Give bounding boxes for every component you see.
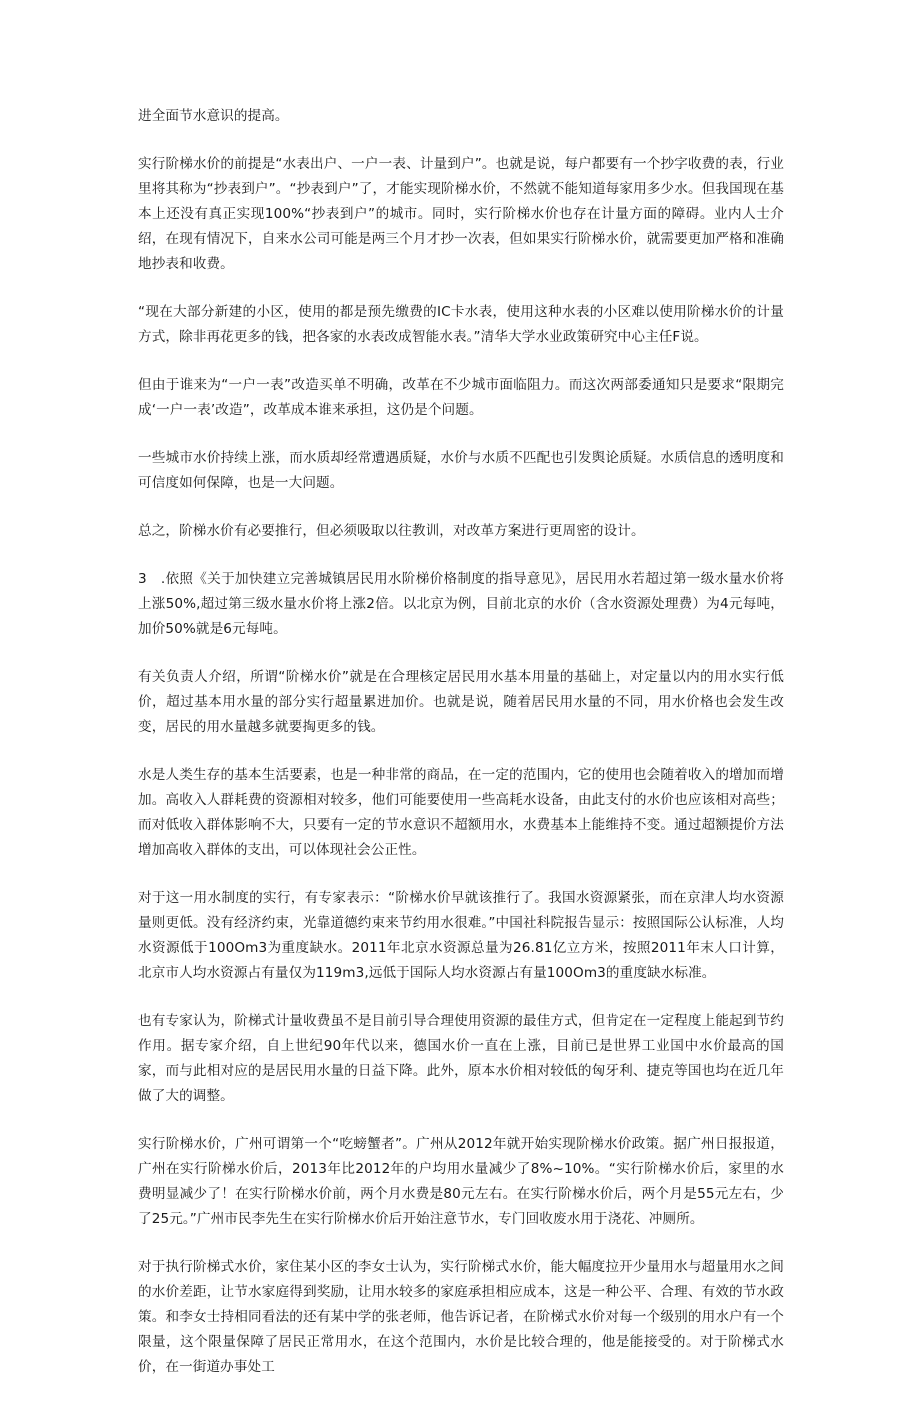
paragraph-9: 水是人类生存的基本生活要素，也是一种非常的商品，在一定的范围内，它的使用也会随着收入的增加而增加。高收入人群耗费的资源相对较多，他们可能要使用一些高耗水设备，由此支付的水价也应该相对高些；而对低收入群体影响不大，只要有一定的节水意识不超额用水，水费基本上能维持不变。通过超额提价方法增加高收入群体的支出，可以体现社会公正性。 — [138, 767, 784, 858]
paragraph-8: 有关负责人介绍，所谓“阶梯水价”就是在合理核定居民用水基本用量的基础上，对定量以内的用水实行低价，超过基本用水量的部分实行超量累进加价。也就是说，随着居民用水量的不同，用水价格也会发生改变，居民的用水量越多就要掏更多的钱。 — [138, 669, 784, 735]
paragraph-3: “现在大部分新建的小区，使用的都是预先缴费的IC卡水表，使用这种水表的小区难以使用阶梯水价的计量方式，除非再花更多的钱，把各家的水表改成智能水表。”清华大学水业政策研究中心主任F说。 — [138, 304, 784, 345]
paragraph-5: 一些城市水价持续上涨，而水质却经常遭遇质疑，水价与水质不匹配也引发舆论质疑。水质信息的透明度和可信度如何保障，也是一大问题。 — [138, 450, 784, 491]
paragraph-2: 实行阶梯水价的前提是“水表出户、一户一表、计量到户”。也就是说，每户都要有一个抄字收费的表，行业里将其称为“抄表到户”。“抄表到户”了，才能实现阶梯水价，不然就不能知道每家用多少水。但我国现在基本上还没有真正实现100%“抄表到户”的城市。同时，实行阶梯水价也存在计量方面的障碍。业内人士介绍，在现有情况下，自来水公司可能是两三个月才抄一次表，但如果实行阶梯水价，就需要更加严格和准确地抄表和收费。 — [138, 156, 784, 272]
paragraph-7: 3 .依照《关于加快建立完善城镇居民用水阶梯价格制度的指导意见》，居民用水若超过第一级水量水价将上涨50%,超过第三级水量水价将上涨2倍。以北京为例，目前北京的水价（含水资源处理费）为4元每吨，加价50%就是6元每吨。 — [138, 571, 784, 637]
paragraph-6: 总之，阶梯水价有必要推行，但必须吸取以往教训，对改革方案进行更周密的设计。 — [138, 523, 645, 539]
paragraph-1: 进全面节水意识的提高。 — [138, 108, 289, 124]
paragraph-11: 也有专家认为，阶梯式计量收费虽不是目前引导合理使用资源的最佳方式，但肯定在一定程度上能起到节约作用。据专家介绍，自上世纪90年代以来，德国水价一直在上涨，目前已是世界工业国中水价最高的国家，而与此相对应的是居民用水量的日益下降。此外，原本水价相对较低的匈牙利、捷克等国也均在近几年做了大的调整。 — [138, 1013, 784, 1104]
paragraph-4: 但由于谁来为“一户一表”改造买单不明确，改革在不少城市面临阻力。而这次两部委通知只是要求“限期完成‘一户一表’改造”，改革成本谁来承担，这仍是个问题。 — [138, 377, 784, 418]
paragraph-12: 实行阶梯水价，广州可谓第一个“吃螃蟹者”。广州从2012年就开始实现阶梯水价政策。据广州日报报道，广州在实行阶梯水价后，2013年比2012年的户均用水量减少了8%~10%。“实行阶梯水价后，家里的水费明显减少了！在实行阶梯水价前，两个月水费是80元左右。在实行阶梯水价后，两个月是55元左右，少了25元。”广州市民李先生在实行阶梯水价后开始注意节水，专门回收废水用于浇花、冲厕所。 — [138, 1136, 784, 1227]
paragraph-13: 对于执行阶梯式水价，家住某小区的李女士认为，实行阶梯式水价，能大幅度拉开少量用水与超量用水之间的水价差距，让节水家庭得到奖励，让用水较多的家庭承担相应成本，这是一种公平、合理、有效的节水政策。和李女士持相同看法的还有某中学的张老师，他告诉记者，在阶梯式水价对每一个级别的用水户有一个限量，这个限量保障了居民正常用水，在这个范围内，水价是比较合理的，他是能接受的。对于阶梯式水价，在一街道办事处工 — [138, 1259, 784, 1375]
paragraph-10: 对于这一用水制度的实行，有专家表示：“阶梯水价早就该推行了。我国水资源紧张，而在京津人均水资源量则更低。没有经济约束，光靠道德约束来节约用水很难。”中国社科院报告显示：按照国际公认标准，人均水资源低于100Om3为重度缺水。2011年北京水资源总量为26.81亿立方米，按照2011年末人口计算，北京市人均水资源占有量仅为119m3,远低于国际人均水资源占有量100Om3的重度缺水标准。 — [138, 890, 784, 981]
document-body — [138, 104, 784, 1403]
